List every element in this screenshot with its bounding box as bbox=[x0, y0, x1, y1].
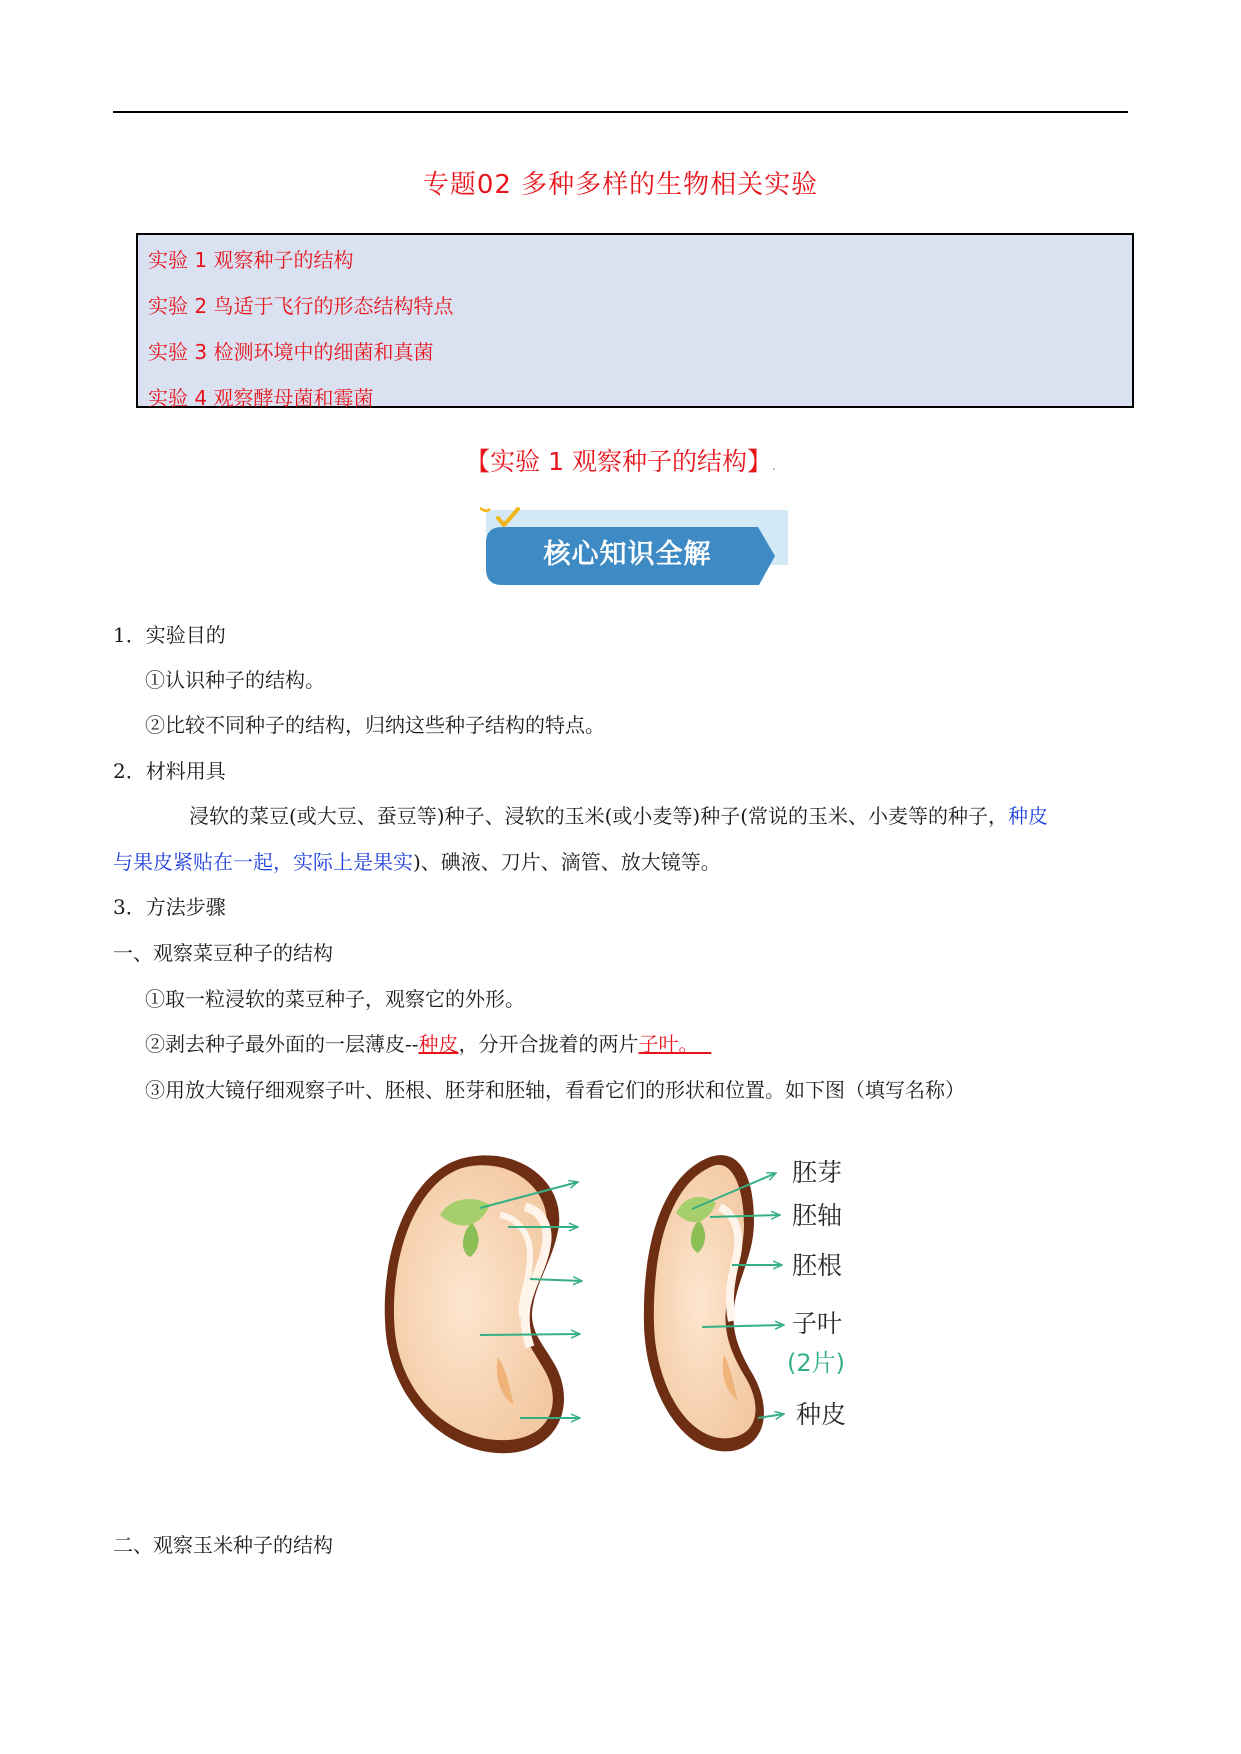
answer-fill-trail bbox=[699, 1032, 712, 1056]
sparkle-icon bbox=[480, 508, 490, 511]
banner-label: 核心知识全解 bbox=[543, 539, 712, 570]
method-step: ③用放大镜仔细观察子叶、胚根、胚芽和胚轴，看看它们的形状和位置。如下图（填写名称） bbox=[145, 1078, 965, 1102]
answer-fill: 子叶。 bbox=[638, 1032, 699, 1056]
toc-item[interactable]: 实验 3 检测环境中的细菌和真菌 bbox=[148, 340, 434, 364]
toc-item[interactable]: 实验 4 观察酵母菌和霉菌 bbox=[148, 386, 374, 410]
method-step bbox=[145, 1029, 711, 1059]
label-plumule: 胚芽 bbox=[792, 1158, 843, 1187]
bean-seed-left bbox=[385, 1155, 564, 1453]
label-cotyledon-count: (2片) bbox=[787, 1349, 845, 1377]
method-heading: 3．方法步骤 bbox=[113, 895, 226, 919]
label-seed-coat: 种皮 bbox=[796, 1400, 847, 1429]
core-knowledge-banner bbox=[480, 505, 790, 585]
section-title-text: 【实验 1 观察种子的结构】 bbox=[465, 447, 772, 476]
step-text: ，分开合拢着的两片 bbox=[458, 1032, 639, 1056]
answer-fill: 种皮 bbox=[418, 1032, 459, 1056]
materials-text-line1 bbox=[189, 801, 1048, 831]
step-text: ②剥去种子最外面的一层薄皮-- bbox=[145, 1032, 419, 1056]
method-step: ①取一粒浸软的菜豆种子，观察它的外形。 bbox=[145, 987, 525, 1011]
toc-item[interactable]: 实验 1 观察种子的结构 bbox=[148, 248, 354, 272]
materials-text: )、碘液、刀片、滴管、放大镜等。 bbox=[413, 850, 721, 874]
toc-item[interactable]: 实验 2 鸟适于飞行的形态结构特点 bbox=[148, 294, 454, 318]
table-of-contents bbox=[136, 233, 1134, 408]
section-title-mark: . bbox=[771, 459, 776, 473]
bean-seed-figure bbox=[380, 1135, 940, 1465]
label-hypocotyl: 胚轴 bbox=[792, 1201, 843, 1230]
materials-note: 与果皮紧贴在一起，实际上是果实 bbox=[113, 850, 413, 874]
method-subheading: 二、观察玉米种子的结构 bbox=[113, 1533, 333, 1557]
materials-note: 种皮 bbox=[1008, 804, 1049, 828]
section-title bbox=[0, 442, 1241, 478]
document-title: 专题02 多种多样的生物相关实验 bbox=[422, 170, 819, 200]
purpose-item: ②比较不同种子的结构，归纳这些种子结构的特点。 bbox=[145, 713, 605, 737]
materials-heading: 2．材料用具 bbox=[113, 759, 226, 783]
materials-text-line2 bbox=[113, 847, 721, 877]
bean-seed-diagram bbox=[380, 1135, 940, 1465]
header-rule bbox=[113, 111, 1128, 113]
method-subheading: 一、观察菜豆种子的结构 bbox=[113, 941, 333, 965]
label-cotyledon: 子叶 bbox=[792, 1309, 843, 1338]
materials-text: 浸软的菜豆(或大豆、蚕豆等)种子、浸软的玉米(或小麦等)种子(常说的玉米、小麦等的种子， bbox=[189, 804, 1009, 828]
purpose-item: ①认识种子的结构。 bbox=[145, 668, 325, 692]
bean-seed-right bbox=[644, 1155, 764, 1451]
purpose-heading: 1．实验目的 bbox=[113, 623, 226, 647]
label-radicle: 胚根 bbox=[792, 1251, 843, 1280]
